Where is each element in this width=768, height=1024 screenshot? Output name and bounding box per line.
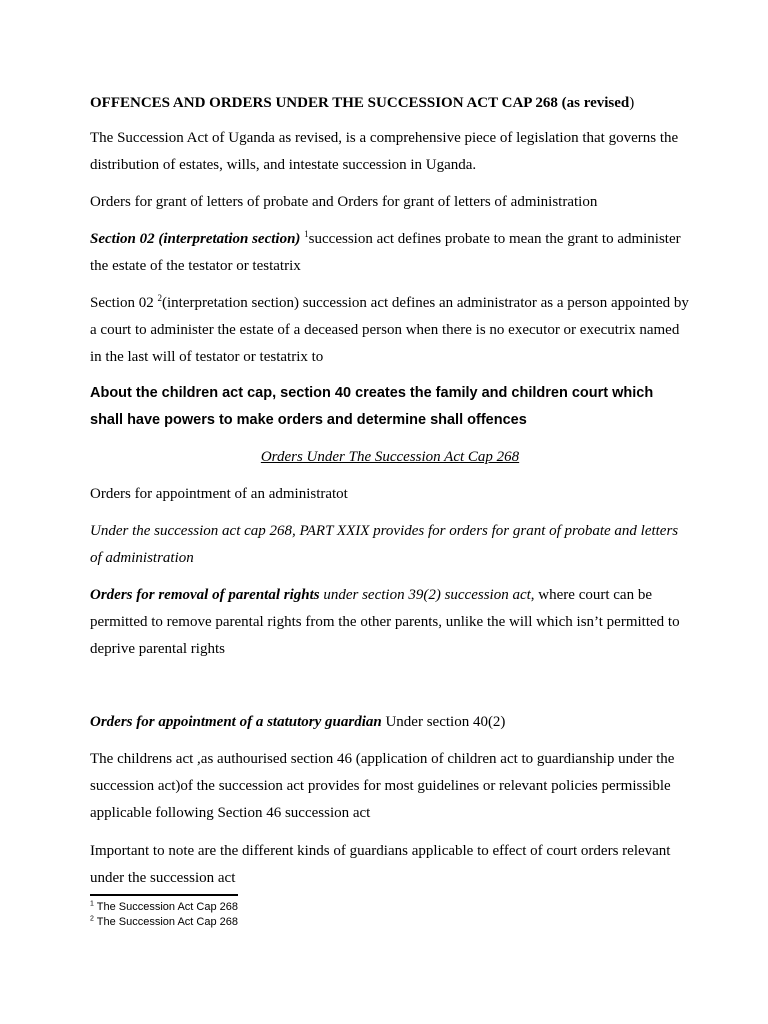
document-title bbox=[90, 90, 690, 117]
part-xxix-paragraph: Under the succession act cap 268, PART XXIX provides for orders for grant of probate and letters of administration bbox=[90, 523, 679, 566]
footnote-2-text: The Succession Act Cap 268 bbox=[93, 916, 239, 928]
section-admin-paragraph bbox=[90, 290, 690, 371]
footnote-separator bbox=[90, 894, 238, 896]
footnote-2-number: 2 bbox=[90, 915, 94, 923]
section-admin-label: Section 02 bbox=[90, 295, 158, 311]
title-text: OFFENCES AND ORDERS UNDER THE SUCCESSION ACT CAP 268 (as revised bbox=[90, 95, 630, 111]
footnote-1-text: The Succession Act Cap 268 bbox=[93, 901, 239, 913]
title-close-paren: ) bbox=[629, 95, 635, 111]
children-act-paragraph: About the children act cap, section 40 creates the family and children court which shall have powers to make orders and determine shall offences bbox=[90, 385, 654, 428]
footnote-2 bbox=[90, 915, 238, 929]
guardian-paragraph bbox=[90, 709, 690, 736]
orders-paragraph: Orders for grant of letters of probate and Orders for grant of letters of administration bbox=[90, 194, 598, 210]
orders-section-heading: Orders Under The Succession Act Cap 268 bbox=[260, 449, 520, 465]
footnote-ref-2[interactable]: 2 bbox=[157, 293, 162, 303]
childrens-act-paragraph: The childrens act ,as authourised section 46 (application of children act to guardianship under the succession act)of the succession act provides for most guidelines or relevant policies permissible applicable following Section 46 succession act bbox=[90, 751, 675, 821]
footnote-ref-1[interactable]: 1 bbox=[304, 229, 309, 239]
intro-paragraph: The Succession Act of Uganda as revised, is a comprehensive piece of legislation that governs the distribution of estates, wills, and intestate succession in Uganda. bbox=[90, 130, 679, 173]
section-probate-text: succession act defines probate to mean the grant to administer the estate of the testator or testatrix bbox=[90, 231, 681, 274]
footnote-1 bbox=[90, 900, 238, 914]
removal-section-ref: under section 39(2) succession act bbox=[319, 587, 531, 603]
guardian-text: Under section 40(2) bbox=[381, 714, 506, 730]
section-probate-paragraph bbox=[90, 226, 690, 280]
removal-paragraph bbox=[90, 582, 690, 663]
removal-text: , where court can be permitted to remove parental rights from the other parents, unlike the will which isn’t permitted to deprive parental rights bbox=[90, 587, 680, 657]
guardian-heading: Orders for appointment of a statutory guardian bbox=[90, 714, 382, 730]
important-note-paragraph: Important to note are the different kinds of guardians applicable to effect of court orders relevant under the succession act bbox=[90, 843, 671, 886]
removal-heading: Orders for removal of parental rights bbox=[90, 587, 320, 603]
footnote-1-number: 1 bbox=[90, 900, 94, 908]
section-admin-text: (interpretation section) succession act defines an administrator as a person appointed by a court to administer the estate of a deceased person when there is no executor or executrix named in the last will of testator or testatrix to bbox=[90, 295, 689, 365]
section-probate-label: Section 02 (interpretation section) bbox=[90, 231, 301, 247]
appointment-paragraph: Orders for appointment of an administratot bbox=[90, 486, 348, 502]
